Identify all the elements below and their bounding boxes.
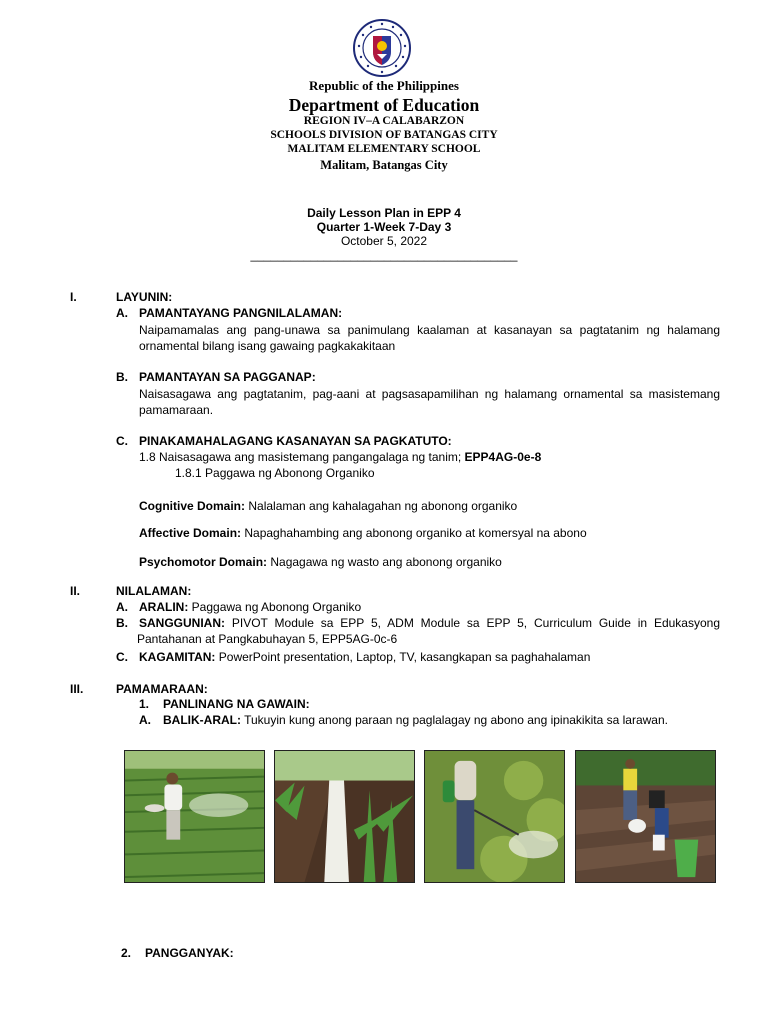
kagamitan-line	[139, 650, 590, 664]
section-2-number: II.	[70, 584, 81, 598]
step-2-label: 2.	[121, 946, 132, 960]
competency-line	[139, 450, 541, 464]
cognitive-label: Cognitive Domain:	[139, 499, 246, 513]
competency-text: 1.8 Naisasagawa ang masistemang pangangalaga ng tanim;	[139, 450, 465, 464]
sanggunian-line	[139, 616, 720, 630]
competency-subtopic: 1.8.1 Paggawa ng Abonong Organiko	[175, 466, 375, 480]
photo-basal-application	[575, 750, 716, 883]
kagamitan-key: KAGAMITAN:	[139, 650, 216, 664]
plan-week: Quarter 1-Week 7-Day 3	[316, 220, 452, 234]
photo-foliar-spraying	[424, 750, 565, 883]
step-1-label: 1.	[139, 697, 150, 711]
cognitive-text: Nalalaman ang kahalagahan ng abonong organiko	[245, 499, 518, 513]
deped-seal	[352, 19, 412, 77]
sanggunian-text: PIVOT Module sa EPP 5, ADM Module sa EPP 5, Curriculum Guide in Edukasyong	[225, 616, 720, 630]
section-1-number: I.	[70, 290, 77, 304]
performance-standard-title: PAMANTAYAN SA PAGGANAP:	[139, 370, 316, 384]
performance-standard-text: Naisasagawa ang pagtatanim, pag-aani at pagsasapamilihan ng halamang ornamental sa masistemang pamamaraan.	[139, 387, 720, 417]
psychomotor-text: Nagagawa ng wasto ang abonong organiko	[267, 555, 502, 569]
sanggunian-text-2: Pantahanan at Pangkabuhayan 5, EPP5AG-0c-6	[137, 632, 398, 646]
competency-title: PINAKAMAHALAGANG KASANAYAN SA PAGKATUTO:	[139, 434, 452, 448]
plan-date: October 5, 2022	[340, 234, 428, 248]
cognitive-domain	[139, 499, 517, 513]
aralin-key: ARALIN:	[139, 600, 189, 614]
school-name: MALITAM ELEMENTARY SCHOOL	[287, 143, 481, 155]
aralin-text: Paggawa ng Abonong Organiko	[188, 600, 362, 614]
kagamitan-label: C.	[116, 650, 128, 664]
department-name: Department of Education	[288, 95, 480, 115]
kagamitan-text: PowerPoint presentation, Laptop, TV, kasangkapan sa paghahalaman	[215, 650, 591, 664]
balik-aral-line	[163, 713, 668, 727]
section-3-title: PAMAMARAAN:	[116, 682, 208, 696]
republic-line: Republic of the Philippines	[309, 78, 459, 93]
balik-aral-text: Tukuyin kung anong paraan ng paglalagay ng abono ang ipinakikita sa larawan.	[240, 713, 668, 727]
sanggunian-key: SANGGUNIAN:	[139, 616, 225, 630]
affective-label: Affective Domain:	[139, 526, 242, 540]
photo-broadcasting-fertilizer	[124, 750, 265, 883]
affective-text: Napaghahambing ang abonong organiko at komersyal na abono	[241, 526, 587, 540]
aralin-label: A.	[116, 600, 128, 614]
aralin-line	[139, 600, 361, 614]
affective-domain	[139, 526, 587, 540]
signature-rule: ________________________________________	[250, 248, 518, 262]
sub-a-label: A.	[116, 306, 128, 320]
competency-code: EPP4AG-0e-8	[464, 450, 542, 464]
school-address: Malitam, Batangas City	[320, 158, 448, 172]
step-2-title: PANGGANYAK:	[145, 946, 234, 960]
psychomotor-domain	[139, 555, 502, 569]
sub-b-label: B.	[116, 370, 128, 384]
balik-aral-key: BALIK-ARAL:	[163, 713, 241, 727]
photo-row-application	[274, 750, 415, 883]
division-line: SCHOOLS DIVISION OF BATANGAS CITY	[270, 129, 498, 141]
section-3-number: III.	[70, 682, 84, 696]
sub-c-label: C.	[116, 434, 128, 448]
plan-title: Daily Lesson Plan in EPP 4	[307, 206, 461, 220]
content-standard-text: Naipamamalas ang pang-unawa sa panimulang kaalaman at kasanayan sa pagtatanim ng halamang ornamental bilang isang gawaing pagkakakitaan	[139, 323, 720, 353]
region-line: REGION IV–A CALABARZON	[303, 115, 465, 127]
step-1-title: PANLINANG NA GAWAIN:	[163, 697, 310, 711]
psychomotor-label: Psychomotor Domain:	[139, 555, 268, 569]
sanggunian-label: B.	[116, 616, 128, 630]
section-1-title: LAYUNIN:	[116, 290, 173, 304]
section-2-title: NILALAMAN:	[116, 584, 192, 598]
content-standard-title: PAMANTAYANG PANGNILALAMAN:	[139, 306, 343, 320]
balik-aral-label: A.	[139, 713, 151, 727]
